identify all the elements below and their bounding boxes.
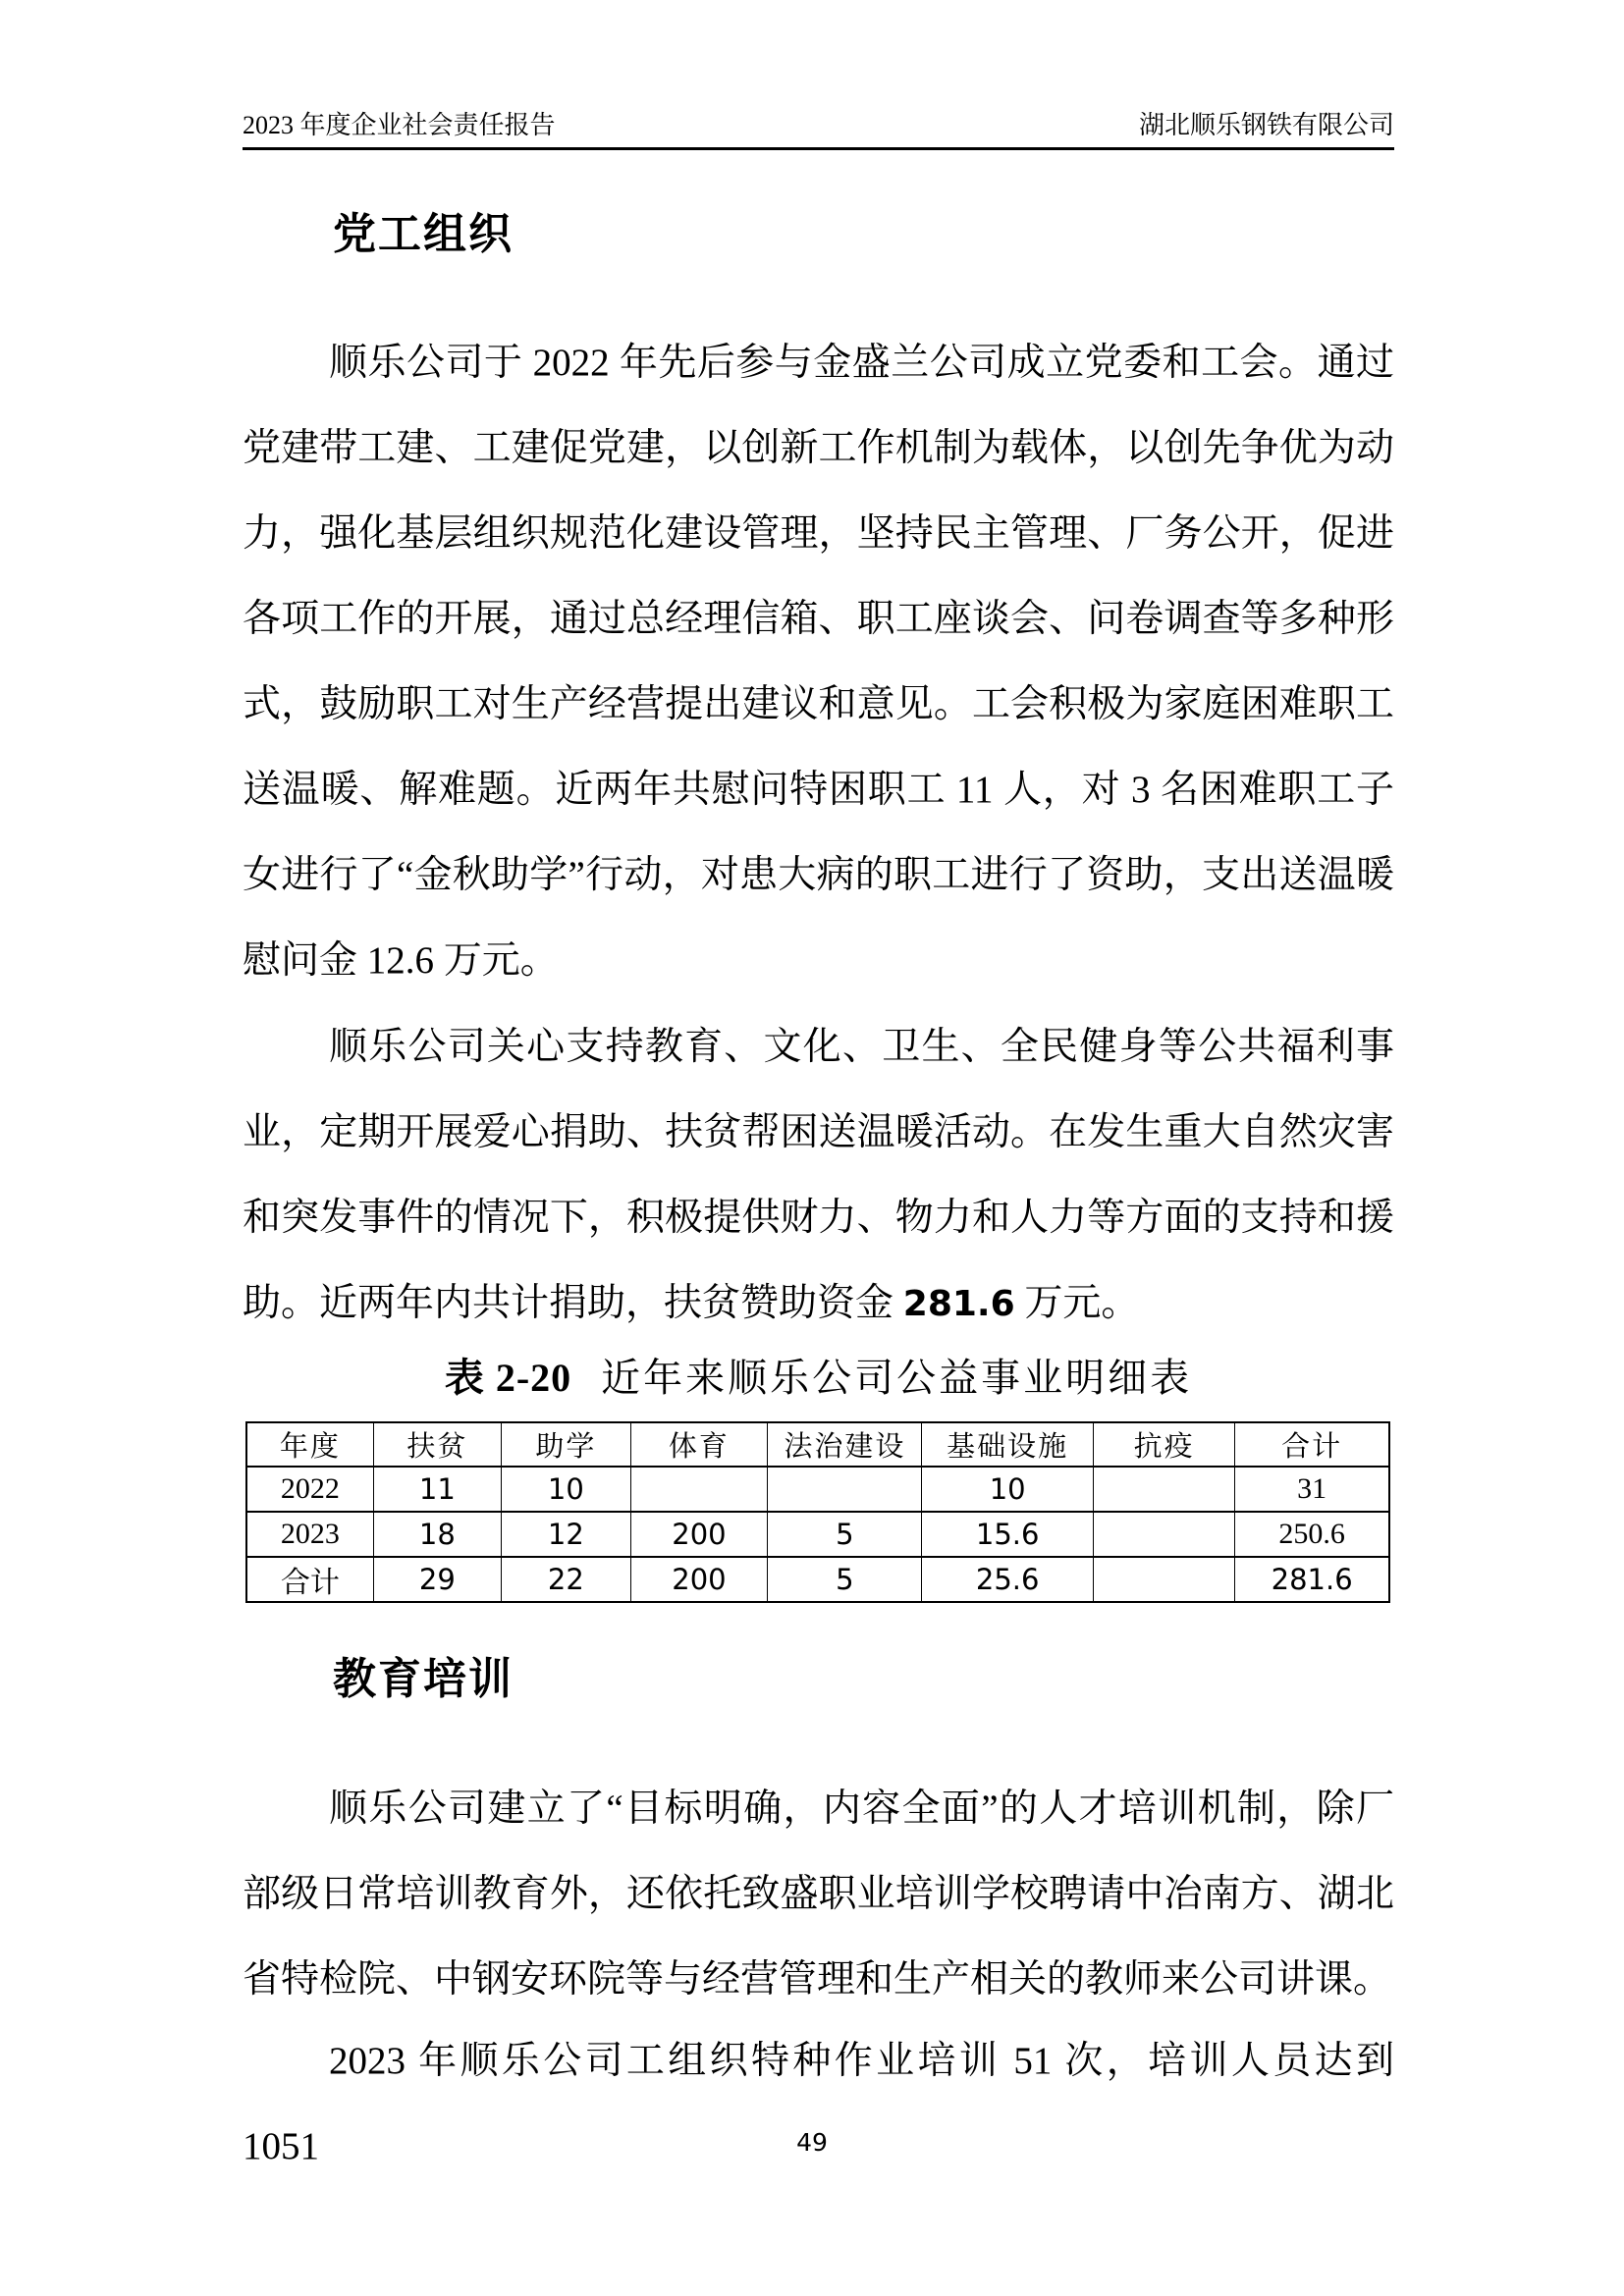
table-header-cell: 年度 [246, 1422, 373, 1467]
table-cell: 5 [768, 1557, 922, 1602]
para-public-welfare [243, 1004, 1394, 1347]
table-cell [1093, 1467, 1234, 1512]
table-header-cell: 法治建设 [768, 1422, 922, 1467]
page-header [243, 106, 1394, 150]
table-cell: 25.6 [922, 1557, 1094, 1602]
table-header-cell: 合计 [1235, 1422, 1389, 1467]
table-header-cell: 扶贫 [373, 1422, 501, 1467]
table-caption-label: 表 2-20 [444, 1356, 572, 1400]
table-cell: 10 [922, 1467, 1094, 1512]
table-head [246, 1422, 1389, 1467]
table-cell: 281.6 [1235, 1557, 1389, 1602]
table-cell: 22 [502, 1557, 631, 1602]
table-cell: 31 [1235, 1467, 1389, 1512]
table-cell: 合计 [246, 1557, 373, 1602]
table-cell: 250.6 [1235, 1512, 1389, 1557]
table-header-cell: 抗疫 [1093, 1422, 1234, 1467]
table-cell: 10 [502, 1467, 631, 1512]
table-body [246, 1467, 1389, 1602]
table-cell [768, 1467, 922, 1512]
table-cell [1093, 1512, 1234, 1557]
table-header-cell: 助学 [502, 1422, 631, 1467]
para-special-training: 2023 年顺乐公司工组织特种作业培训 51 次，培训人员达到 1051 [243, 2040, 1394, 2167]
section-heading-education-training: 教育培训 [333, 1655, 514, 1703]
table-row [246, 1557, 1389, 1602]
table-row [246, 1467, 1389, 1512]
table-cell [630, 1467, 768, 1512]
para-training-mechanism: 顺乐公司建立了“目标明确，内容全面”的人才培训机制，除厂部级日常培训教育外，还依托致盛职业培训学校聘请中冶南方、湖北省特检院、中钢安环院等与经营管理和生产相关的教师来公司讲课。 [243, 1788, 1394, 2001]
header-report-title: 2023 年度企业社会责任报告 [243, 111, 556, 139]
table-cell: 12 [502, 1512, 631, 1557]
para-welfare-prefix: 顺乐公司关心支持教育、文化、卫生、全民健身等公共福利事业，定期开展爱心捐助、扶贫帮困送温暖活动。在发生重大自然灾害和突发事件的情况下，积极提供财力、物力和人力等方面的支持和援助。近两年内共计捐助，扶贫赞助资金 [243, 1026, 1394, 1324]
table-cell: 200 [630, 1512, 768, 1557]
table-cell [1093, 1557, 1234, 1602]
table-cell: 5 [768, 1512, 922, 1557]
table-header-cell: 基础设施 [922, 1422, 1094, 1467]
table-cell: 11 [373, 1467, 501, 1512]
table-cell: 200 [630, 1557, 768, 1602]
table-cell: 18 [373, 1512, 501, 1557]
page-number: 49 [796, 2128, 828, 2157]
para-welfare-suffix: 万元。 [1014, 1282, 1140, 1324]
para-party-union: 顺乐公司于 2022 年先后参与金盛兰公司成立党委和工会。通过党建带工建、工建促党建，以创新工作机制为载体，以创先争优为动力，强化基层组织规范化建设管理，坚持民主管理、厂务公开，促进各项工作的开展，通过总经理信箱、职工座谈会、问卷调查等多种形式，鼓励职工对生产经营提出建议和意见。工会积极为家庭困难职工送温暖、解难题。近两年共慰问特困职工 11 人，对 3 名困难职工子女进行了“金秋助学”行动，对患大病的职工进行了资助，支出送温暖慰问金 12.6 万元。 [243, 342, 1394, 982]
table-row [246, 1512, 1389, 1557]
table-cell: 29 [373, 1557, 501, 1602]
section-heading-party-organization: 党工组织 [333, 210, 514, 258]
table-cell: 2022 [246, 1467, 373, 1512]
donation-amount: 281.6 [902, 1284, 1015, 1324]
table-header-cell: 体育 [630, 1422, 768, 1467]
header-company-name: 湖北顺乐钢铁有限公司 [1138, 111, 1394, 139]
table-caption [243, 1351, 1394, 1406]
table-header-row [246, 1422, 1389, 1467]
table-caption-title: 近年来顺乐公司公益事业明细表 [601, 1356, 1193, 1400]
table-cell: 2023 [246, 1512, 373, 1557]
public-welfare-detail-table [245, 1421, 1390, 1603]
table-cell: 15.6 [922, 1512, 1094, 1557]
